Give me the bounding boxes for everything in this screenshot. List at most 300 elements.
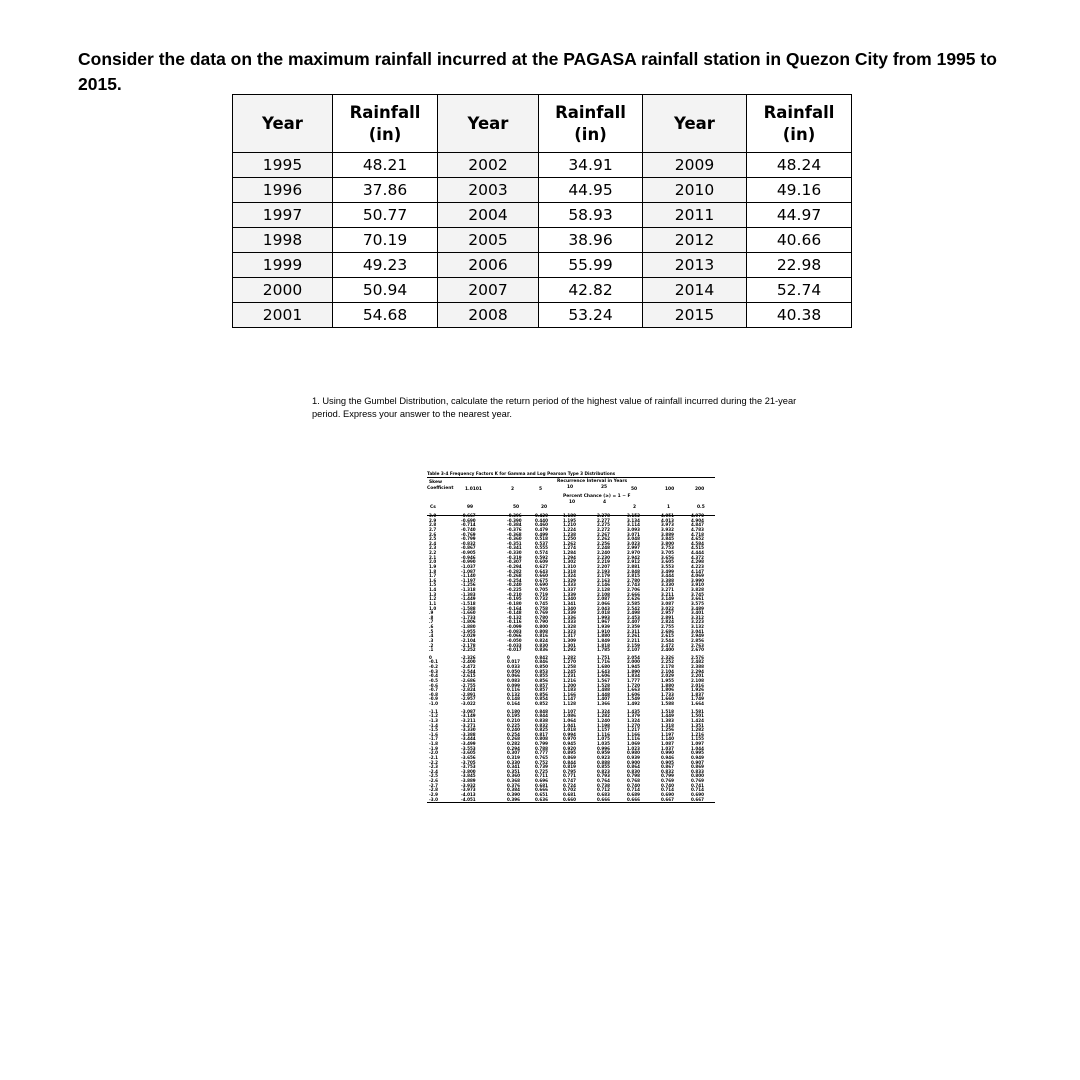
rainfall-cell: 70.19 <box>333 228 438 253</box>
frequency-factor-value: 3.048 <box>627 536 640 542</box>
frequency-factor-value: 0.819 <box>563 764 576 770</box>
frequency-factor-value: 0.518 <box>535 536 548 542</box>
frequency-factor-value: -0.268 <box>507 573 522 579</box>
frequency-factor-value: 2.193 <box>597 568 610 574</box>
frequency-factor-value: -2.686 <box>461 677 476 683</box>
frequency-factor-value: 1.301 <box>563 642 576 648</box>
frequency-factor-value: -3.271 <box>461 722 476 728</box>
frequency-factor-value: 1.581 <box>691 708 704 714</box>
frequency-factor-value: 0.980 <box>627 750 640 756</box>
frequency-factor-value: 4.147 <box>691 568 704 574</box>
rainfall-cell: 40.38 <box>747 303 852 328</box>
frequency-factor-value: 2.256 <box>597 540 610 546</box>
frequency-factor-value: 0.660 <box>563 796 576 802</box>
skew-value: -2.1 <box>429 754 438 760</box>
frequency-factor-value: 0.666 <box>535 787 548 793</box>
skew-value: .8 <box>429 614 434 620</box>
frequency-factor-value: 2.542 <box>627 605 640 611</box>
frequency-factor-value: -0.050 <box>507 637 522 643</box>
frequency-factor-value: 1.075 <box>597 736 610 742</box>
frequency-factor-table <box>427 470 715 1025</box>
frequency-factor-value: 1.435 <box>627 708 640 714</box>
frequency-factor-value: 2.780 <box>627 577 640 583</box>
frequency-factor-value: 4.444 <box>691 550 704 555</box>
frequency-factor-value: -0.319 <box>507 554 522 560</box>
skew-value: 2.7 <box>429 526 437 532</box>
frequency-factor-value: 1.733 <box>661 691 674 697</box>
frequency-factor-value: 1.284 <box>563 550 576 555</box>
frequency-factor-value: -0.033 <box>507 642 522 648</box>
frequency-factor-value: -2.104 <box>461 637 476 643</box>
skew-value: 3.0 <box>429 513 437 518</box>
frequency-factor-value: 3.087 <box>661 600 674 606</box>
frequency-factor-value: -0.799 <box>461 536 476 542</box>
frequency-factor-value: 4.515 <box>691 545 704 551</box>
frequency-factor-value: -2.029 <box>461 633 476 639</box>
recurrence-interval-header: 1.0101 <box>465 487 482 492</box>
frequency-factor-value: 1.492 <box>627 701 640 706</box>
skew-value: .4 <box>429 633 434 639</box>
frequency-factor-value: 3.401 <box>691 610 704 616</box>
frequency-factor-value: 0.667 <box>691 796 704 802</box>
frequency-factor-value: 1.309 <box>563 637 576 643</box>
frequency-factor-value: -3.388 <box>461 731 476 737</box>
frequency-factor-value: 0.857 <box>535 687 548 693</box>
frequency-factor-value: -3.553 <box>461 745 476 751</box>
percent-chance-header: 1 <box>667 505 671 510</box>
rainfall-cell: 50.77 <box>333 203 438 228</box>
skew-value: 2.5 <box>429 536 437 542</box>
frequency-factor-value: -0.282 <box>507 568 522 574</box>
frequency-factor-value: 1.340 <box>563 596 576 602</box>
frequency-factor-value: 0.769 <box>691 778 704 783</box>
frequency-factor-value: 2.029 <box>661 673 674 679</box>
frequency-factor-value: -0.099 <box>507 624 522 629</box>
frequency-factor-value: 0.738 <box>597 782 610 788</box>
frequency-factor-value: 0.066 <box>507 673 520 679</box>
skew-value: -1.3 <box>429 717 438 723</box>
frequency-factor-value: -2.472 <box>461 664 476 669</box>
frequency-factor-value: 1.818 <box>597 642 610 648</box>
frequency-factor-value: -0.240 <box>507 582 522 588</box>
frequency-factor-value: 1.018 <box>563 727 576 733</box>
frequency-factor-value: 2.626 <box>627 596 640 602</box>
skew-value: 1.2 <box>429 596 437 602</box>
frequency-factor-value: 0.050 <box>507 668 520 674</box>
frequency-factor-value: 2.267 <box>597 531 610 537</box>
frequency-factor-value: 0.747 <box>563 778 576 783</box>
frequency-factor-value: 1.097 <box>691 741 704 746</box>
frequency-factor-value: -0.195 <box>507 596 522 602</box>
frequency-factor-value: 3.330 <box>661 582 674 588</box>
frequency-factor-value: 2.942 <box>627 554 640 560</box>
frequency-factor-value: 2.949 <box>691 633 704 639</box>
frequency-factor-value: -3.211 <box>461 717 476 723</box>
frequency-factor-value: 0.832 <box>661 768 674 774</box>
frequency-factor-value: 2.763 <box>691 642 704 648</box>
frequency-factor-value: 2.311 <box>627 628 640 634</box>
frequency-factor-value: 0.574 <box>535 550 548 555</box>
frequency-factor-value: 0.799 <box>661 773 674 779</box>
year-cell: 2003 <box>438 178 539 203</box>
frequency-factor-value: 2.848 <box>627 568 640 574</box>
frequency-factor-value: 1.292 <box>563 647 576 653</box>
skew-value: 1.9 <box>429 563 437 569</box>
rainfall-cell: 54.68 <box>333 303 438 328</box>
frequency-factor-value: 1.333 <box>563 582 576 588</box>
frequency-factor-value: 1.041 <box>563 722 576 728</box>
rainfall-cell: 22.98 <box>747 253 852 278</box>
skew-label: Skew <box>429 480 442 485</box>
frequency-factor-value: 0.460 <box>535 522 548 528</box>
frequency-factor-value: 3.932 <box>661 526 674 532</box>
skew-value: 1.3 <box>429 591 437 597</box>
frequency-factor-value: 1.107 <box>563 708 576 714</box>
frequency-factor-value: 1.086 <box>563 713 576 719</box>
frequency-factor-value: 0.846 <box>535 659 548 665</box>
recurrence-interval-header: 10 <box>567 485 574 490</box>
frequency-factor-value: 1.240 <box>597 717 610 723</box>
frequency-factor-value: 2.278 <box>597 513 610 518</box>
frequency-factor-value: -0.867 <box>461 545 476 551</box>
frequency-table-title: Table 3-4 Frequency Factors K for Gamma and Log Pearson Type 3 Distributions <box>427 471 616 476</box>
frequency-factor-value: 1.751 <box>597 654 610 660</box>
frequency-factor-value: 0.667 <box>661 796 674 802</box>
frequency-factor-value: -4.051 <box>461 796 476 802</box>
frequency-factor-value: 0.741 <box>691 782 704 788</box>
frequency-factor-value: 2.272 <box>597 526 610 532</box>
skew-value: .7 <box>429 619 434 625</box>
frequency-factor-value: 0.033 <box>507 664 520 669</box>
frequency-factor-value: -3.499 <box>461 741 476 746</box>
year-cell: 2015 <box>643 303 747 328</box>
frequency-factor-value: -3.149 <box>461 713 476 719</box>
frequency-factor-value: -0.946 <box>461 554 476 560</box>
rainfall-cell: 38.96 <box>539 228 643 253</box>
frequency-factor-value: 0.788 <box>535 745 548 751</box>
frequency-factor-value: 4.013 <box>661 517 674 523</box>
frequency-factor-value: -1.449 <box>461 596 476 602</box>
skew-value: -0.6 <box>429 682 438 688</box>
skew-value: .3 <box>429 637 434 643</box>
rainfall-column-header: Rainfall (in) <box>747 95 852 153</box>
frequency-factor-value: -3.753 <box>461 764 476 770</box>
frequency-factor-value: 1.588 <box>661 701 674 706</box>
frequency-factor-value: 2.262 <box>597 536 610 542</box>
skew-value: -1.0 <box>429 701 438 706</box>
year-cell: 2013 <box>643 253 747 278</box>
frequency-factor-value: 1.407 <box>597 696 610 702</box>
frequency-factor-value: 3.489 <box>691 605 704 611</box>
frequency-factor-value: -3.330 <box>461 727 476 733</box>
coefficient-label: Coefficient <box>427 486 454 491</box>
frequency-factor-value: 2.912 <box>627 559 640 565</box>
table-row <box>233 203 852 228</box>
frequency-factor-value: 0.683 <box>597 791 610 797</box>
frequency-factor-value: 0.537 <box>535 540 548 546</box>
frequency-factor-value: 1.488 <box>597 687 610 693</box>
recurrence-interval-header: 200 <box>695 487 705 492</box>
frequency-factor-value: 0.844 <box>563 759 576 765</box>
frequency-factor-value: 2.881 <box>627 563 640 569</box>
frequency-factor-value: 2.482 <box>691 659 704 665</box>
frequency-factor-value: 0.254 <box>507 731 520 737</box>
frequency-factor-value: 3.745 <box>691 591 704 597</box>
table-row <box>233 228 852 253</box>
frequency-factor-value: -1.733 <box>461 614 476 620</box>
frequency-factor-value: 2.248 <box>597 545 610 551</box>
frequency-factor-value: 1.518 <box>661 708 674 714</box>
frequency-factor-value: -3.705 <box>461 759 476 765</box>
year-column-header: Year <box>643 95 747 153</box>
frequency-factor-value: 2.179 <box>597 573 610 579</box>
frequency-factor-value: 0.368 <box>507 778 520 783</box>
year-cell: 1998 <box>233 228 333 253</box>
frequency-factor-value: 1.302 <box>563 559 576 565</box>
frequency-factor-value: 1.329 <box>563 577 576 583</box>
frequency-factor-value: 1.337 <box>563 587 576 592</box>
frequency-factor-value: 0.017 <box>507 659 520 665</box>
frequency-factor-value: 0.712 <box>597 787 610 793</box>
frequency-factor-value: 0.842 <box>535 654 548 660</box>
frequency-factor-value: -3.800 <box>461 768 476 774</box>
rainfall-cell: 49.16 <box>747 178 852 203</box>
skew-value: 2.8 <box>429 522 437 528</box>
frequency-factor-value: -3.845 <box>461 773 476 779</box>
frequency-factor-value: 1.180 <box>563 513 576 518</box>
frequency-factor-value: -3.656 <box>461 754 476 760</box>
frequency-factor-value: 3.800 <box>661 540 674 546</box>
frequency-factor-value: 1.128 <box>563 701 576 706</box>
frequency-factor-value: 3.023 <box>627 540 640 546</box>
recurrence-interval-header: 5 <box>539 487 543 492</box>
frequency-factor-value: -0.148 <box>507 610 522 616</box>
frequency-factor-value: 2.970 <box>627 550 640 555</box>
frequency-factor-value: 0.800 <box>535 624 548 629</box>
frequency-factor-value: -1.318 <box>461 587 476 592</box>
frequency-factor-value: 1.880 <box>661 682 674 688</box>
frequency-factor-value: -0.990 <box>461 559 476 565</box>
year-cell: 2005 <box>438 228 539 253</box>
table-row <box>233 253 852 278</box>
frequency-factor-value: 0.725 <box>535 768 548 774</box>
frequency-factor-value: 1.785 <box>597 647 610 653</box>
frequency-factor-value: -1.037 <box>461 563 476 569</box>
skew-value: -1.7 <box>429 736 438 742</box>
skew-value: 2.4 <box>429 540 437 546</box>
frequency-factor-value: 3.149 <box>661 596 674 602</box>
frequency-factor-value: 1.383 <box>661 717 674 723</box>
frequency-factor-value: -0.905 <box>461 550 476 555</box>
frequency-factor-value: 0.758 <box>535 605 548 611</box>
frequency-factor-value: -0.210 <box>507 591 522 597</box>
frequency-factor-value: 0.864 <box>627 764 640 770</box>
frequency-factor-value: 0.833 <box>691 768 704 774</box>
frequency-factor-value: 0.946 <box>661 754 674 760</box>
frequency-factor-value: -0.066 <box>507 633 522 639</box>
year-cell: 2004 <box>438 203 539 228</box>
frequency-factor-value: 1.140 <box>661 736 674 742</box>
frequency-factor-value: 1.258 <box>563 664 576 669</box>
frequency-factor-value: 2.615 <box>661 633 674 639</box>
frequency-factor-value: 3.499 <box>661 568 674 574</box>
frequency-factor-value: 0.945 <box>563 741 576 746</box>
skew-value: 2.3 <box>429 545 437 551</box>
frequency-factor-value: 0.900 <box>627 759 640 765</box>
frequency-factor-value: 1.720 <box>627 682 640 688</box>
frequency-factor-value: 3.656 <box>661 554 674 560</box>
frequency-factor-value: 1.324 <box>597 708 610 714</box>
frequency-factor-value: 1.037 <box>661 745 674 751</box>
frequency-factor-value: 3.705 <box>661 550 674 555</box>
rainfall-cell: 40.66 <box>747 228 852 253</box>
frequency-factor-value: 0.923 <box>597 754 610 760</box>
frequency-factor-value: 0.555 <box>535 545 548 551</box>
frequency-factor-value: -2.252 <box>461 647 476 653</box>
frequency-factor-value: 1.890 <box>627 668 640 674</box>
frequency-factor-value: 2.755 <box>661 624 674 629</box>
frequency-factor-value: 0.799 <box>535 741 548 746</box>
frequency-factor-value: -0.341 <box>507 545 522 551</box>
frequency-factor-value: -0.225 <box>507 587 522 592</box>
frequency-factor-value: 3.444 <box>661 573 674 579</box>
frequency-factor-value: 4.783 <box>691 526 704 532</box>
frequency-factor-value: -1.880 <box>461 624 476 629</box>
table-row <box>233 178 852 203</box>
rainfall-cell: 42.82 <box>539 278 643 303</box>
frequency-factor-value: -3.444 <box>461 736 476 742</box>
frequency-factor-value: 2.252 <box>661 659 674 665</box>
frequency-factor-value: -0.769 <box>461 531 476 537</box>
frequency-factor-value: 0.268 <box>507 736 520 742</box>
frequency-factor-value: 3.553 <box>661 563 674 569</box>
frequency-factor-value: 0.844 <box>535 713 548 719</box>
frequency-factor-value: 1.166 <box>563 691 576 697</box>
frequency-factor-value: 0.714 <box>691 787 704 793</box>
frequency-factor-value: 0.376 <box>507 782 520 788</box>
rainfall-cell: 49.23 <box>333 253 438 278</box>
frequency-factor-value: 2.018 <box>597 610 610 616</box>
frequency-factor-value: 2.498 <box>627 610 640 616</box>
table-row <box>233 278 852 303</box>
frequency-factor-value: 2.128 <box>597 587 610 592</box>
frequency-factor-value: 1.328 <box>563 624 576 629</box>
skew-value: -2.9 <box>429 791 438 797</box>
frequency-factor-value: 2.326 <box>661 654 674 660</box>
skew-value: 1.1 <box>429 600 437 606</box>
rainfall-cell: 44.97 <box>747 203 852 228</box>
frequency-factor-value: 1.064 <box>563 717 576 723</box>
frequency-factor-value: -2.544 <box>461 668 476 674</box>
frequency-factor-value: 1.806 <box>661 687 674 693</box>
frequency-factor-value: 1.274 <box>563 545 576 551</box>
frequency-factor-value: -2.400 <box>461 659 476 665</box>
frequency-factor-value: 0.777 <box>535 750 548 756</box>
frequency-table-row <box>427 648 715 653</box>
skew-value: -0.9 <box>429 696 438 702</box>
frequency-factor-value: -2.957 <box>461 696 476 702</box>
skew-value: -0.4 <box>429 673 438 679</box>
frequency-factor-value: 1.155 <box>691 736 704 742</box>
year-cell: 2007 <box>438 278 539 303</box>
frequency-factor-value: 1.282 <box>691 727 704 733</box>
frequency-factor-value: 3.093 <box>627 526 640 532</box>
frequency-factor-value: 0.970 <box>563 736 576 742</box>
frequency-factor-value: 1.993 <box>597 614 610 620</box>
frequency-factor-value: 1.777 <box>627 677 640 683</box>
frequency-factor-value: 1.643 <box>597 668 610 674</box>
frequency-factor-value: -0.180 <box>507 600 522 606</box>
frequency-factor-value: 0.850 <box>535 664 548 669</box>
frequency-factor-value: 4.847 <box>691 522 704 528</box>
recurrence-interval-header: 2 <box>511 487 515 492</box>
frequency-factor-value: 1.282 <box>563 654 576 660</box>
frequency-factor-value: 0.838 <box>535 717 548 723</box>
frequency-factor-value: -0.667 <box>461 513 476 518</box>
rainfall-cell: 37.86 <box>333 178 438 203</box>
skew-value: .6 <box>429 624 434 629</box>
percent-chance-header: 0.5 <box>697 505 705 510</box>
skew-value: -0.3 <box>429 668 438 674</box>
frequency-factor-value: 1.660 <box>661 696 674 702</box>
frequency-factor-value: 0.895 <box>563 750 576 756</box>
percent-chance-header: 20 <box>541 505 548 510</box>
frequency-factor-value: 2.108 <box>691 677 704 683</box>
frequency-factor-value: 0.210 <box>507 717 520 723</box>
table-row <box>233 303 852 328</box>
frequency-factor-value: 0.689 <box>627 791 640 797</box>
frequency-factor-value: 1.606 <box>627 691 640 697</box>
frequency-factor-value: 2.087 <box>597 596 610 602</box>
frequency-factor-value: 1.282 <box>597 713 610 719</box>
frequency-factor-value: 0.856 <box>535 677 548 683</box>
frequency-factor-value: 1.245 <box>563 668 576 674</box>
frequency-factor-value: 0.330 <box>507 759 520 765</box>
frequency-factor-value: 0.869 <box>563 754 576 760</box>
rainfall-table <box>232 94 852 328</box>
frequency-factor-value: 3.845 <box>661 536 674 542</box>
frequency-factor-value: -2.891 <box>461 691 476 697</box>
frequency-factor-value: 0.907 <box>691 759 704 765</box>
frequency-factor-value: 3.071 <box>627 531 640 537</box>
frequency-factor-value: 0.817 <box>535 731 548 737</box>
skew-value: -0.5 <box>429 677 438 683</box>
frequency-factor-value: 3.889 <box>661 531 674 537</box>
recurrence-interval-header: 50 <box>631 487 638 492</box>
frequency-factor-value: 3.388 <box>661 577 674 583</box>
frequency-factor-value: 2.000 <box>627 659 640 665</box>
percent-chance-header: 50 <box>513 505 520 510</box>
frequency-factor-value: 1.116 <box>597 731 610 737</box>
frequency-factor-value: 1.448 <box>597 691 610 697</box>
frequency-factor-value: 2.472 <box>661 642 674 648</box>
year-cell: 2006 <box>438 253 539 278</box>
frequency-factor-value: 2.104 <box>661 668 674 674</box>
frequency-factor-value: 2.743 <box>627 582 640 588</box>
frequency-factor-value: 1.333 <box>563 619 576 625</box>
frequency-factor-value: 2.163 <box>597 577 610 583</box>
frequency-factor-value: -0.376 <box>507 526 522 532</box>
frequency-factor-value: 0.832 <box>535 722 548 728</box>
frequency-factor-value: 2.240 <box>597 550 610 555</box>
frequency-factor-value: 0.319 <box>507 754 520 760</box>
frequency-factor-value: 0.360 <box>507 773 520 779</box>
year-column-header: Year <box>438 95 539 153</box>
frequency-factor-value: 0.745 <box>535 600 548 606</box>
frequency-factor-value: 1.955 <box>661 677 674 683</box>
skew-value: .5 <box>429 628 434 634</box>
frequency-factor-value: 2.016 <box>691 682 704 688</box>
